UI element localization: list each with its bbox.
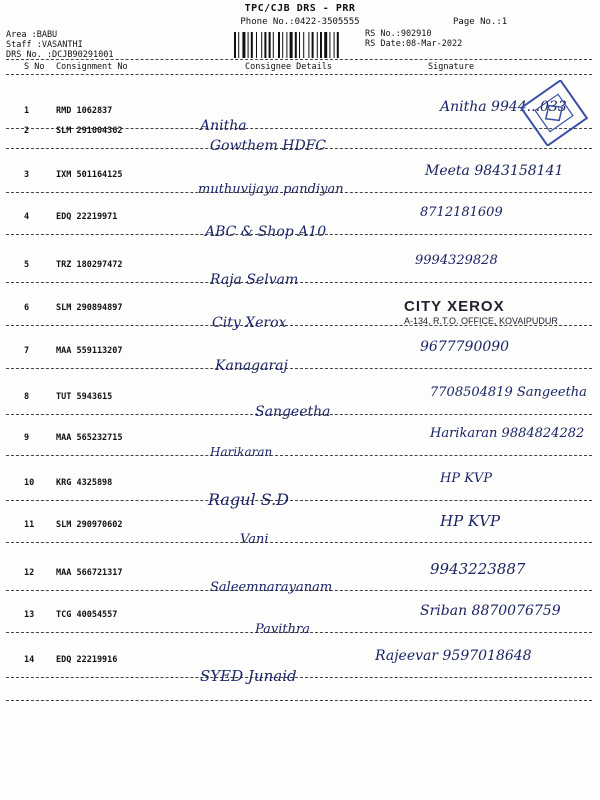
row-consignee-handwriting: Saleemnarayanam [210, 580, 333, 595]
barcode [233, 32, 361, 58]
row-consignment-no: RMD 1062837 [56, 106, 113, 116]
col-consignment: Consignment No [56, 62, 128, 72]
row-consignee-handwriting: Kanagaraj [215, 358, 288, 374]
row-sno: 14 [24, 655, 35, 665]
row-sno: 2 [24, 126, 30, 136]
row-sno: 1 [24, 106, 30, 116]
row-signature-handwriting: 7708504819 Sangeetha [430, 385, 587, 400]
row-consignment-no: IXM 501164125 [56, 170, 123, 180]
row-consignee-handwriting: Pavithra [255, 622, 310, 637]
row-signature-handwriting: HP KVP [440, 512, 501, 530]
phone-number: Phone No.:0422-3505555 [240, 17, 360, 27]
row-consignment-no: EDQ 22219916 [56, 655, 118, 665]
row-separator [6, 282, 592, 283]
row-consignee-handwriting: City Xerox [212, 315, 287, 331]
row-consignee-handwriting: Anitha [200, 118, 247, 134]
row-signature-handwriting: Sriban 8870076759 [420, 603, 561, 619]
row-signature-handwriting: Anitha 9944...033 [440, 99, 567, 115]
row-separator [6, 368, 592, 369]
row-consignee-handwriting: Gowthem HDFC [210, 138, 327, 154]
row-consignment-no: MAA 565232715 [56, 433, 123, 443]
row-signature-handwriting: 9943223887 [430, 560, 526, 578]
company-seal [520, 80, 588, 146]
row-signature-handwriting: Harikaran 9884824282 [430, 426, 585, 441]
row-consignee-handwriting: SYED Junaid [200, 667, 297, 685]
row-sno: 10 [24, 478, 35, 488]
row-consignee-handwriting: Vani [240, 532, 269, 547]
row-sno: 5 [24, 260, 30, 270]
col-sno: S No [24, 62, 45, 72]
row-consignment-no: KRG 4325898 [56, 478, 113, 488]
row-sno: 7 [24, 346, 30, 356]
area-label: Area :BABU [6, 30, 58, 40]
row-signature-handwriting: 8712181609 [420, 205, 503, 220]
row-consignee-handwriting: ABC & Shop A10 [205, 224, 327, 240]
row-sno: 3 [24, 170, 30, 180]
row-consignee-handwriting: Raja Selvam [210, 272, 299, 288]
row-signature-handwriting: 9677790090 [420, 339, 510, 355]
row-consignment-no: EDQ 22219971 [56, 212, 118, 222]
row-signature-handwriting: 9994329828 [415, 253, 498, 268]
header-rule-top [6, 59, 592, 60]
row-signature-handwriting: Rajeevar 9597018648 [375, 648, 532, 664]
row-separator [6, 500, 592, 501]
stamp-company-name: CITY XEROX [404, 298, 505, 315]
row-signature-handwriting: HP KVP [440, 471, 493, 486]
row-separator [6, 542, 592, 543]
row-consignment-no: SLM 290970602 [56, 520, 123, 530]
rs-date: RS Date:08-Mar-2022 [365, 39, 463, 49]
row-consignment-no: SLM 291004362 [56, 126, 123, 136]
row-sno: 4 [24, 212, 30, 222]
row-separator [6, 455, 592, 456]
row-sno: 6 [24, 303, 30, 313]
row-sno: 9 [24, 433, 30, 443]
row-consignment-no: MAA 566721317 [56, 568, 123, 578]
document-title: TPC/CJB DRS - PRR [244, 3, 356, 14]
row-sno: 12 [24, 568, 35, 578]
row-sno: 8 [24, 392, 30, 402]
header-rule-bottom [6, 74, 592, 75]
row-consignee-handwriting: Ragul S.D [208, 490, 290, 509]
col-consignee: Consignee Details [245, 62, 332, 72]
row-consignee-handwriting: Sangeetha [255, 404, 331, 420]
row-consignment-no: SLM 290894897 [56, 303, 123, 313]
row-sno: 11 [24, 520, 35, 530]
stamp-address: A-134, R.T.O. OFFICE, KOVAIPUDUR [404, 316, 558, 326]
row-signature-handwriting: Meeta 9843158141 [425, 163, 564, 179]
rs-number: RS No.:902910 [365, 29, 432, 39]
row-sno: 13 [24, 610, 35, 620]
drs-number: DRS No. :DCJB90291001 [6, 50, 114, 60]
page-number: Page No.:1 [453, 17, 508, 27]
row-consignment-no: MAA 559113207 [56, 346, 123, 356]
staff-label: Staff :VASANTHI [6, 40, 83, 50]
row-consignee-handwriting: muthuvijaya pandiyan [198, 182, 344, 197]
col-signature: Signature [428, 62, 475, 72]
row-consignee-handwriting: Harikaran [210, 445, 273, 459]
row-separator [6, 700, 592, 701]
row-separator [6, 677, 592, 678]
row-consignment-no: TRZ 180297472 [56, 260, 123, 270]
row-consignment-no: TCG 40054557 [56, 610, 118, 620]
row-consignment-no: TUT 5943615 [56, 392, 113, 402]
